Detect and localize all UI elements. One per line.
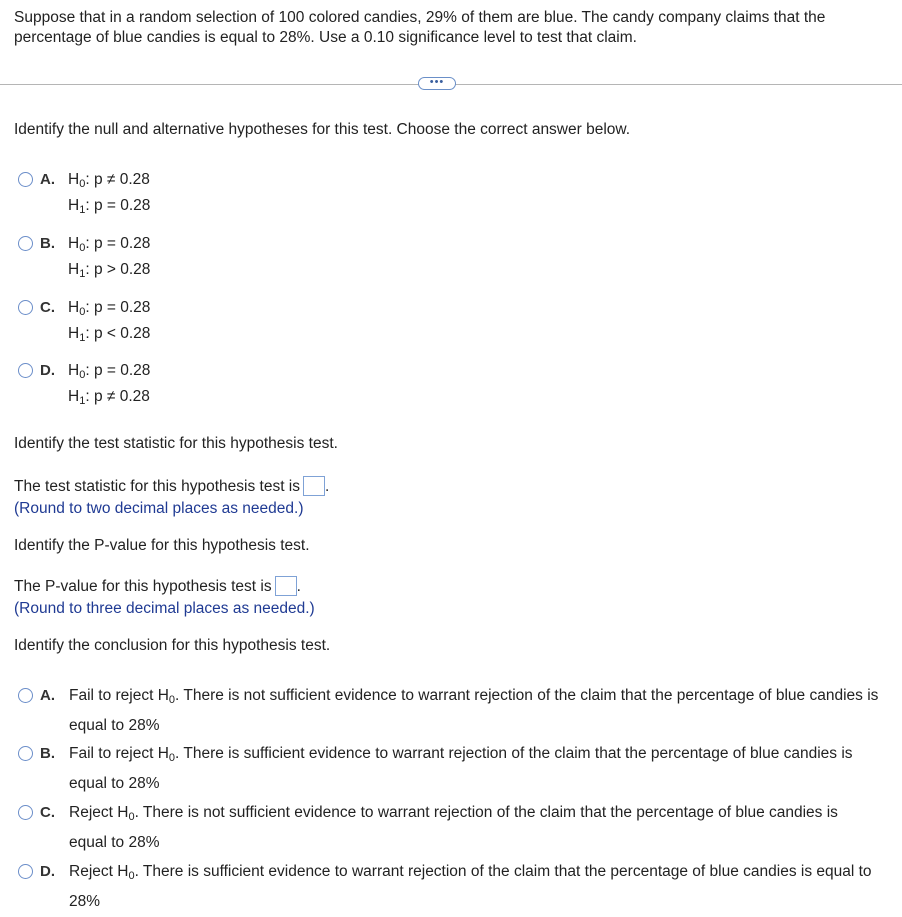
option-letter: B. [40,745,55,762]
radio-button[interactable] [18,805,33,820]
radio-button[interactable] [18,236,33,251]
conclusion-text: Fail to reject $H_0$. There is not sufficient evidence to warrant rejection of the claim that the percentage of blue candies is equal to 28% [69,687,879,734]
q2-answer-line: The test statistic for this hypothesis test is . [14,478,330,495]
q3-prompt: Identify the P-value for this hypothesis test. [14,537,310,554]
problem-statement: Suppose that in a random selection of 100 colored candies, 29% of them are blue. The candy company claims that the percentage of blue candies is equal to 28%. Use a 0.10 significance level to test that claim. [14,9,826,46]
q1-prompt: Identify the null and alternative hypotheses for this test. Choose the correct answer below. [14,121,631,138]
p-value-input[interactable] [275,576,297,596]
alternative-hypothesis: $H_1$: p = 0.28 [68,197,151,216]
option-letter: B. [40,235,55,252]
q3-sentence: The P-value for this hypothesis test is [14,578,272,595]
radio-button[interactable] [18,172,33,187]
q4-prompt: Identify the conclusion for this hypothesis test. [14,637,331,654]
conclusion-text: Fail to reject $H_0$. There is sufficient evidence to warrant rejection of the claim that the percentage of blue candies is equal to 28% [69,745,853,792]
q3-rounding-hint: (Round to three decimal places as needed.) [14,600,315,617]
radio-button[interactable] [18,300,33,315]
q2-prompt: Identify the test statistic for this hypothesis test. [14,435,338,452]
radio-button[interactable] [18,746,33,761]
option-letter: C. [40,299,55,316]
null-hypothesis: $H_0$: p = 0.28 [68,362,151,381]
radio-button[interactable] [18,688,33,703]
conclusion-text: Reject $H_0$. There is not sufficient evidence to warrant rejection of the claim that the percentage of blue candies is equal to 28% [69,804,838,851]
q2-sentence: The test statistic for this hypothesis test is [14,478,301,495]
option-letter: A. [40,687,55,704]
radio-button[interactable] [18,363,33,378]
null-hypothesis: $H_0$: p = 0.28 [68,235,151,254]
alternative-hypothesis: $H_1$: p ≠ 0.28 [68,388,150,407]
null-hypothesis: $H_0$: p = 0.28 [68,299,151,318]
conclusion-text: Reject $H_0$. There is sufficient evidence to warrant rejection of the claim that the percentage of blue candies is equal to 28% [69,863,872,910]
option-letter: D. [40,362,55,379]
option-letter: C. [40,804,55,821]
q3-answer-line: The P-value for this hypothesis test is . [14,578,301,595]
q2-rounding-hint: (Round to two decimal places as needed.) [14,500,304,517]
alternative-hypothesis: $H_1$: p > 0.28 [68,261,151,280]
expand-more-button[interactable]: ••• [418,77,456,90]
option-letter: D. [40,863,55,880]
option-letter: A. [40,171,55,188]
null-hypothesis: $H_0$: p ≠ 0.28 [68,171,150,190]
radio-button[interactable] [18,864,33,879]
alternative-hypothesis: $H_1$: p < 0.28 [68,325,151,344]
test-statistic-input[interactable] [303,476,325,496]
